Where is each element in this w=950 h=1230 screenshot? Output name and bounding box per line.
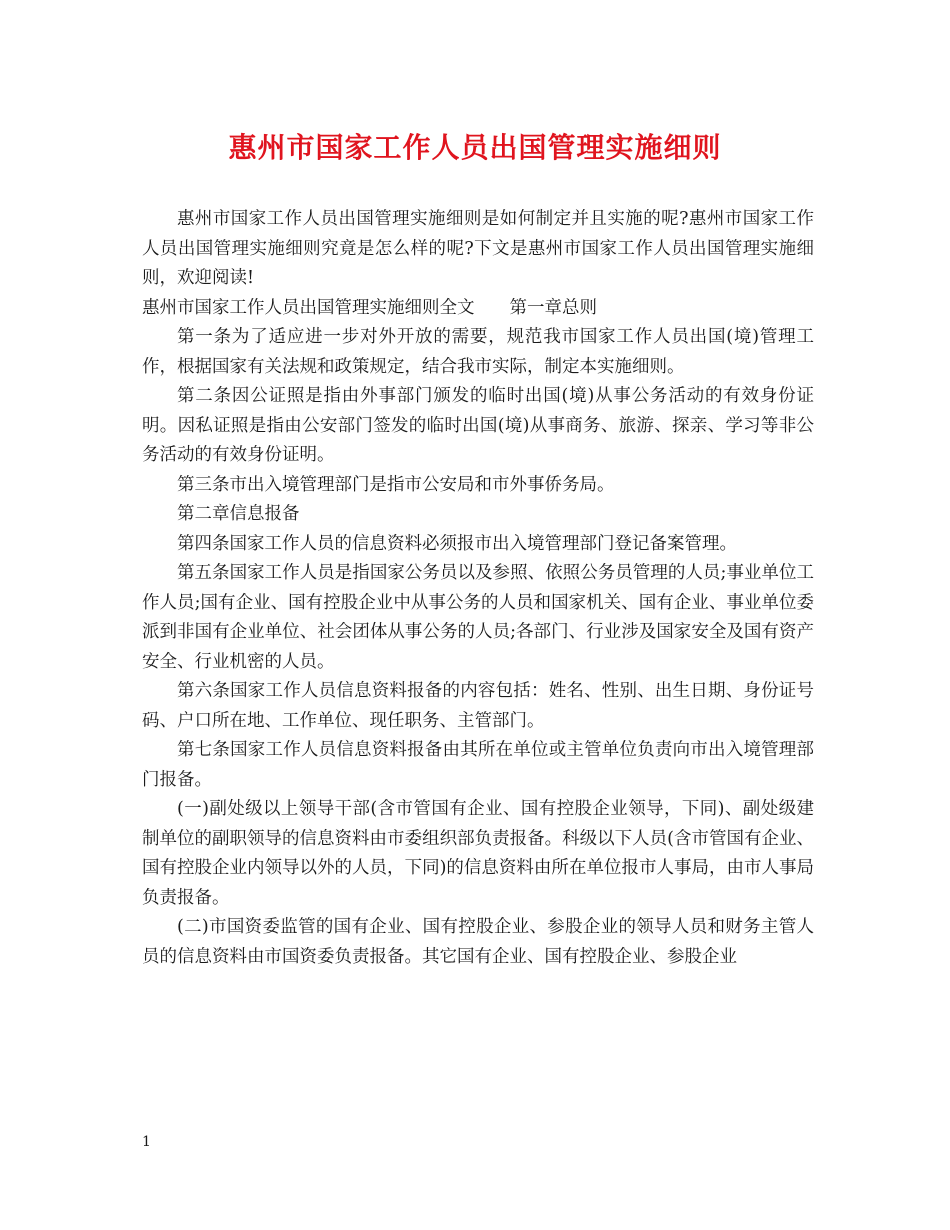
paragraph-article-4: 第四条国家工作人员的信息资料必须报市出入境管理部门登记备案管理。 <box>177 533 737 554</box>
document-body <box>142 205 814 972</box>
paragraph-article-7-item-1: (一)副处级以上领导干部(含市管国有企业、国有控股企业领导，下同)、副处级建制单位的副职领导的信息资料由市委组织部负责报备。科级以下人员(含市管国有企业、国有控股企业内领导以外的人员，下同)的信息资料由所在单位报市人事局，由市人事局负责报备。 <box>142 799 814 908</box>
document-title: 惠州市国家工作人员出国管理实施细则 <box>228 131 722 164</box>
page-number: 1 <box>142 1134 151 1150</box>
paragraph-article-7: 第七条国家工作人员信息资料报备由其所在单位或主管单位负责向市出入境管理部门报备。 <box>142 740 814 790</box>
paragraph-article-6: 第六条国家工作人员信息资料报备的内容包括：姓名、性别、出生日期、身份证号码、户口所在地、工作单位、现任职务、主管部门。 <box>142 681 814 731</box>
paragraph-intro: 惠州市国家工作人员出国管理实施细则是如何制定并且实施的呢?惠州市国家工作人员出国管理实施细则究竟是怎么样的呢?下文是惠州市国家工作人员出国管理实施细则，欢迎阅读! <box>142 209 814 288</box>
paragraph-article-7-item-2: (二)市国资委监管的国有企业、国有控股企业、参股企业的领导人员和财务主管人员的信息资料由市国资委负责报备。其它国有企业、国有控股企业、参股企业 <box>142 917 814 967</box>
paragraph-article-2: 第二条因公证照是指由外事部门颁发的临时出国(境)从事公务活动的有效身份证明。因私证照是指由公安部门签发的临时出国(境)从事商务、旅游、探亲、学习等非公务活动的有效身份证明。 <box>142 386 814 465</box>
paragraph-article-3: 第三条市出入境管理部门是指市公安局和市外事侨务局。 <box>177 474 615 495</box>
paragraph-article-5: 第五条国家工作人员是指国家公务员以及参照、依照公务员管理的人员;事业单位工作人员;国有企业、国有控股企业中从事公务的人员和国家机关、国有企业、事业单位委派到非国有企业单位、社会团体从事公务的人员;各部门、行业涉及国家安全及国有资产安全、行业机密的人员。 <box>142 563 814 672</box>
paragraph-chapter-1-heading: 惠州市国家工作人员出国管理实施细则全文 第一章总则 <box>142 297 597 318</box>
paragraph-chapter-2-heading: 第二章信息报备 <box>177 504 300 524</box>
paragraph-article-1: 第一条为了适应进一步对外开放的需要，规范我市国家工作人员出国(境)管理工作，根据国家有关法规和政策规定，结合我市实际，制定本实施细则。 <box>142 327 814 377</box>
